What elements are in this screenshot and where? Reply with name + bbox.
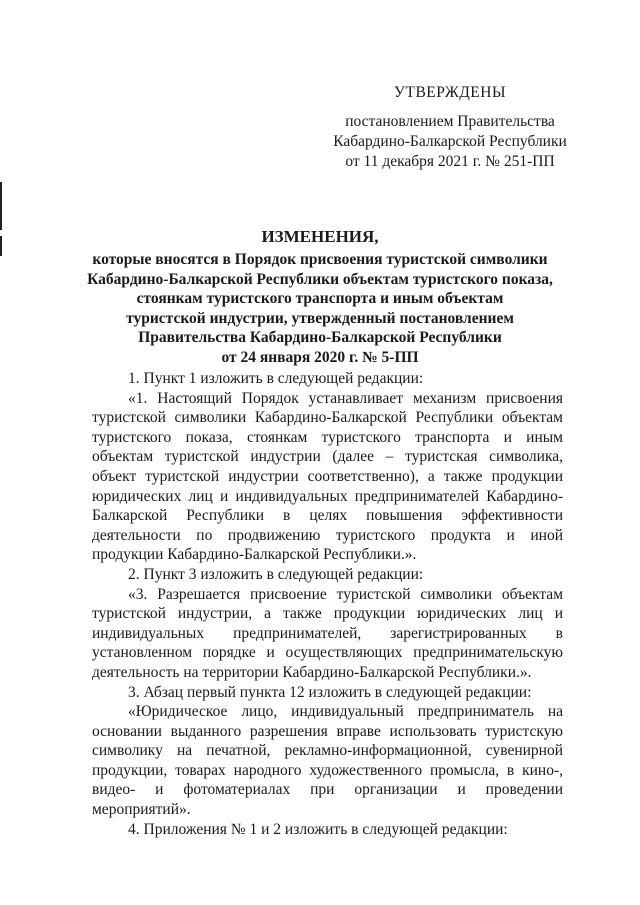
- title-line: которые вносятся в Порядок присвоения туристской символики: [92, 251, 548, 268]
- approval-line: от 11 декабря 2021 г. № 251-ПП: [345, 153, 555, 170]
- approval-heading: УТВЕРЖДЕНЫ: [394, 84, 506, 101]
- amendment-item-3: 3. Абзац первый пункта 12 изложить в следующей редакции:: [128, 683, 532, 701]
- approval-line: постановлением Правительства: [345, 113, 555, 130]
- document-body: [92, 369, 563, 839]
- amendment-quote-1: «1. Настоящий Порядок устанавливает механизм присвоения туристской символики Кабардино-Балкарской Республики объектам туристского показа, стоянкам туристского транспорта и иным объектам туристской индустрии (далее – туристская символика, объект туристской индустрии соответственно), а также продукции юридических лиц и индивидуальных предпринимателей Кабардино-Балкарской Республики в целях повышения эффективности деятельности по продвижению туристского продукта и иной продукции Кабардино-Балкарской Республики.».: [92, 389, 563, 564]
- amendment-item-4: 4. Приложения № 1 и 2 изложить в следующей редакции:: [128, 820, 508, 838]
- amendment-item-1: 1. Пункт 1 изложить в следующей редакции:: [128, 370, 424, 387]
- scan-edge-mark: [0, 236, 2, 256]
- amendment-quote-3: «Юридическое лицо, индивидуальный предприниматель на основании выданного разрешения вправе использовать туристскую символику на печатной, рекламно-информационной, сувенирной продукции, товарах народного художественного промысла, в кино-, видео- и фотоматериалах при организации и проведении мероприятий».: [92, 703, 563, 819]
- amendment-item-2: 2. Пункт 3 изложить в следующей редакции:: [128, 565, 424, 583]
- document-title: [80, 226, 560, 367]
- scan-edge-mark: [0, 182, 2, 230]
- title-line: Кабардино-Балкарской Республики объектам туристского показа,: [87, 270, 553, 288]
- title-line: туристской индустрии, утвержденный постановлением: [126, 309, 514, 327]
- approval-line: Кабардино-Балкарской Республики: [333, 133, 567, 150]
- title-line: стоянкам туристского транспорта и иным объектам: [136, 290, 504, 307]
- title-line: Правительства Кабардино-Балкарской Республики: [138, 329, 502, 346]
- amendment-quote-2: «3. Разрешается присвоение туристской символики объектам туристской индустрии, а также продукции юридических лиц и индивидуальных предпринимателей, зарегистрированных в установленном порядке и осуществляющих предпринимательскую деятельность на территории Кабардино-Балкарской Республики.».: [92, 585, 563, 681]
- title-main: ИЗМЕНЕНИЯ,: [261, 227, 379, 246]
- title-line: от 24 января 2020 г. № 5-ПП: [221, 348, 419, 366]
- approval-stamp: [300, 83, 600, 172]
